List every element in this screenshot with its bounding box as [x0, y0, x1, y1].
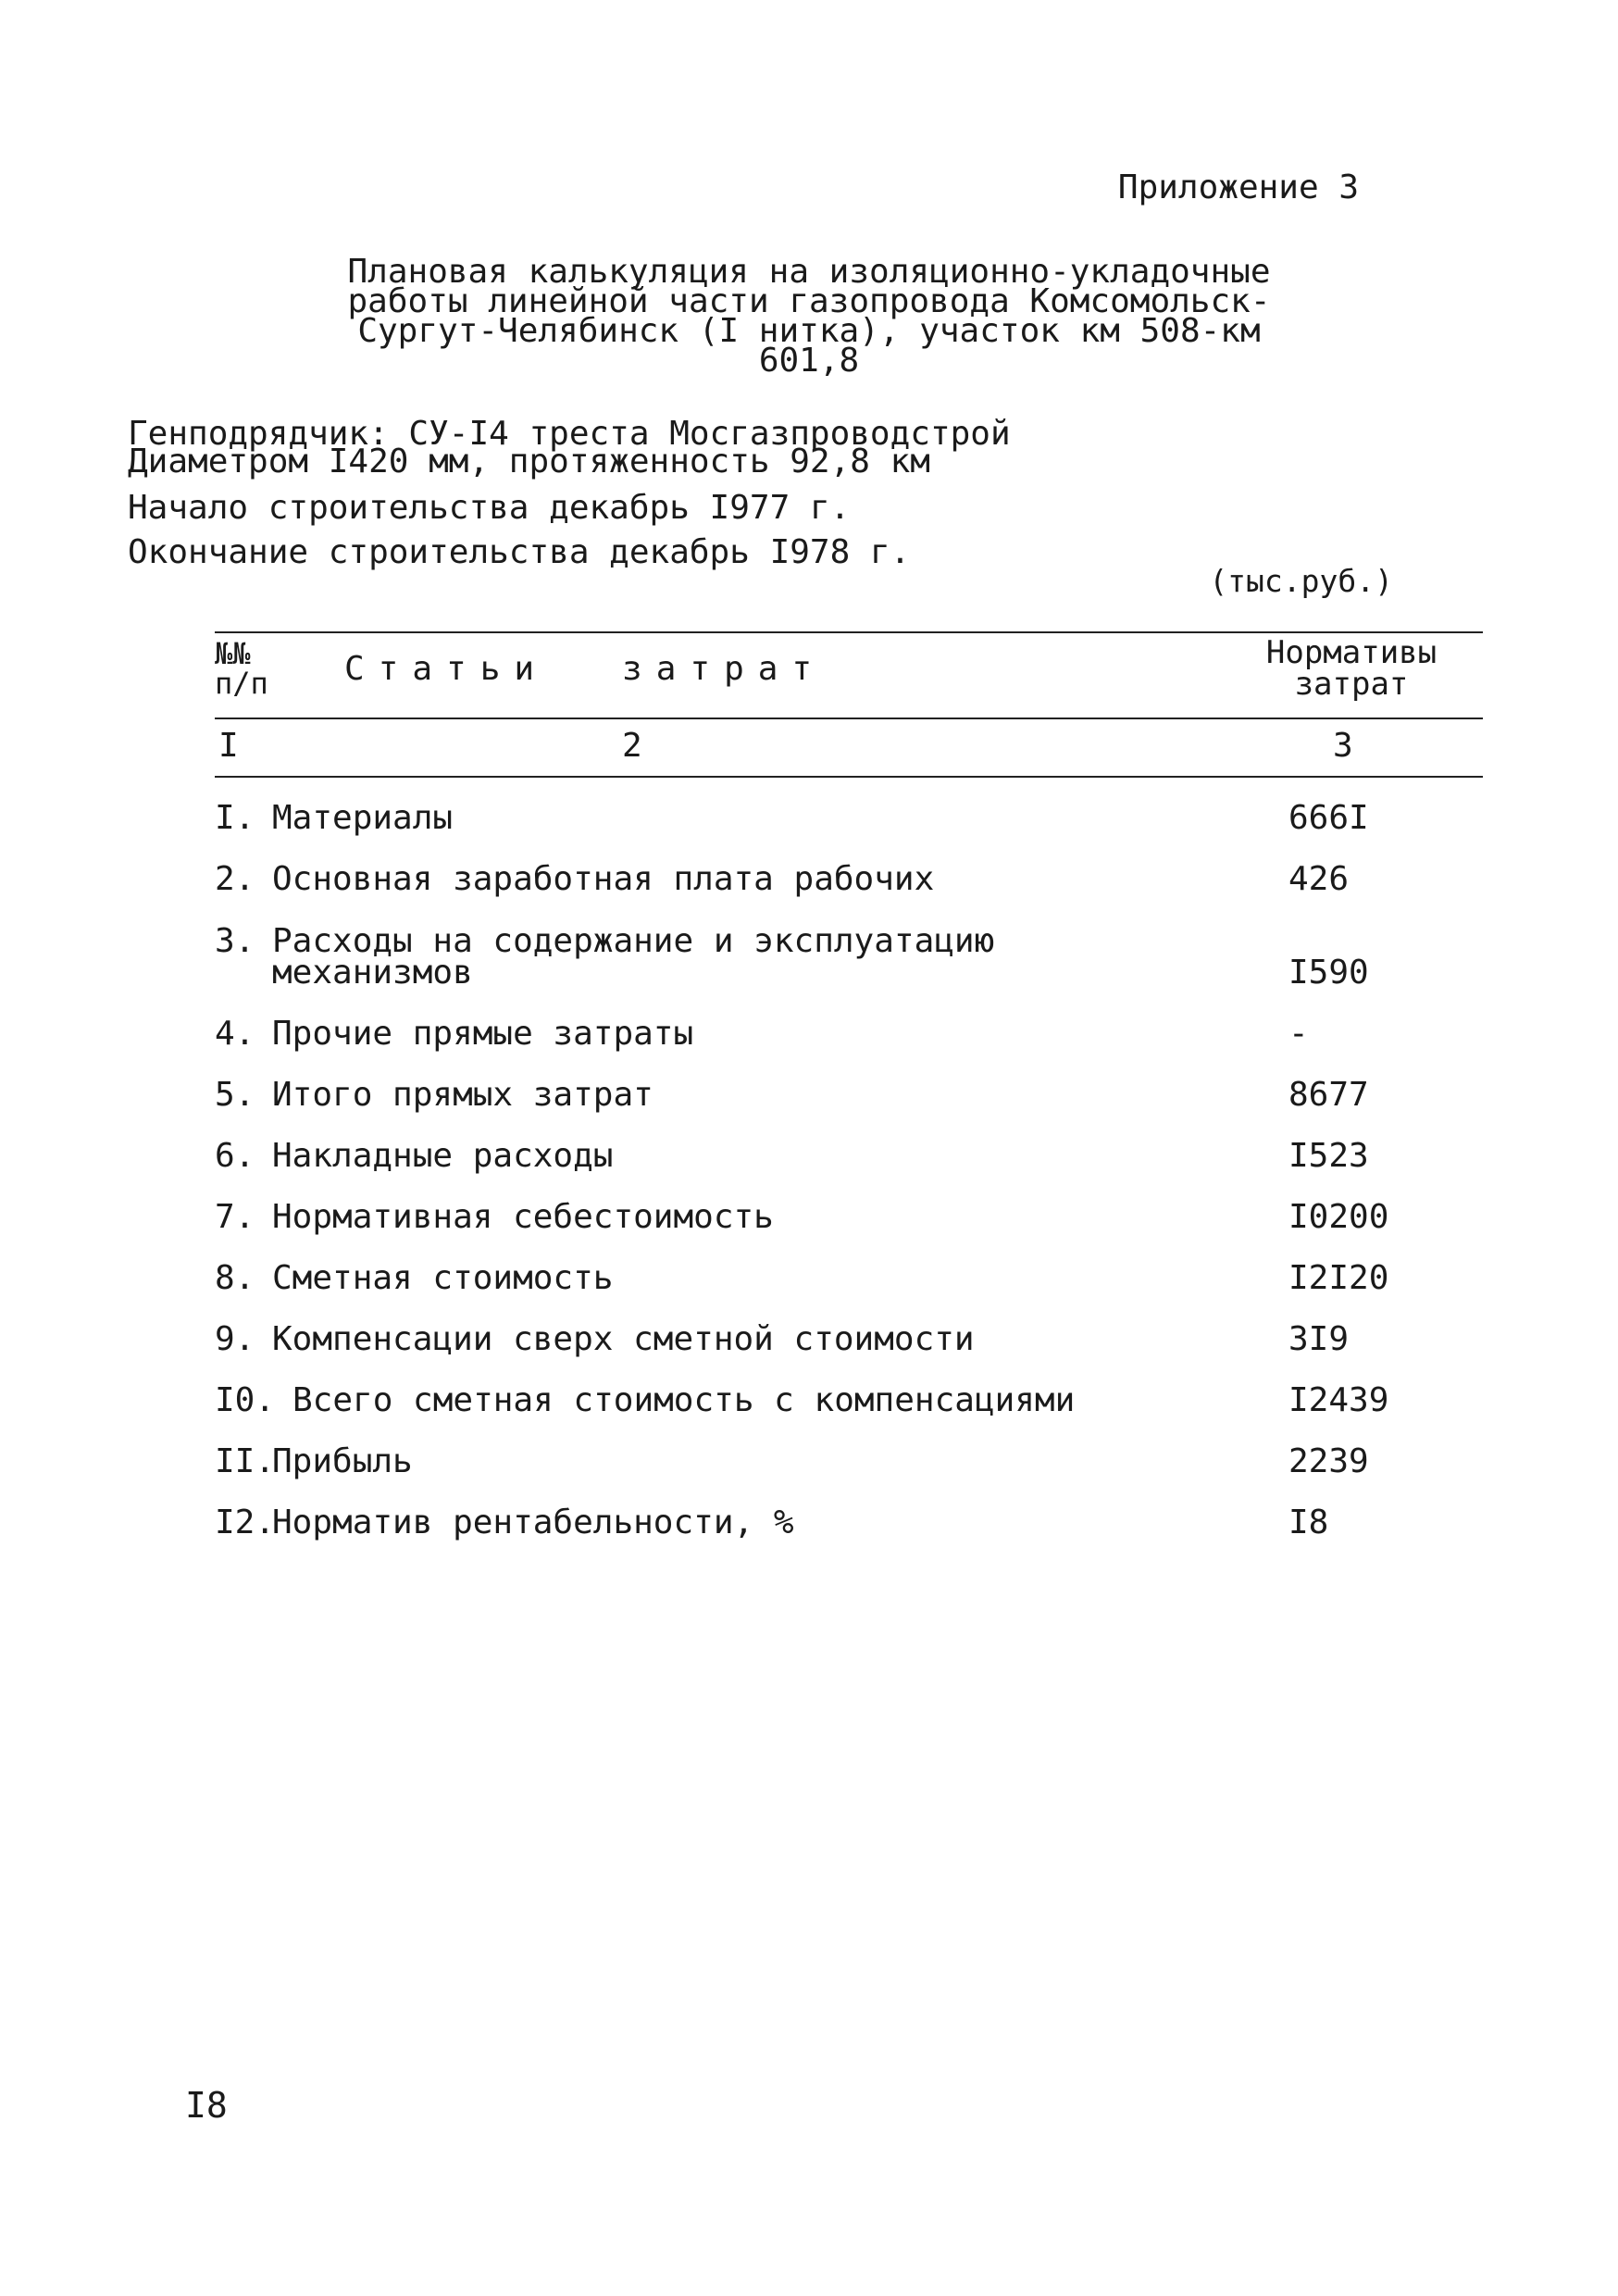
title-line: Плановая калькуляция на изоляционно-укладочные: [347, 253, 1271, 291]
header-divider-rule: [215, 718, 1483, 719]
header-row-number: №№ п/п: [215, 636, 268, 701]
construction-end: Окончание строительства декабрь I978 г.: [128, 533, 911, 571]
units-label: (тыс.руб.): [1209, 563, 1393, 599]
pipeline-diameter-length: Диаметром I420 мм, протяженность 92,8 км: [128, 443, 930, 480]
general-contractor: Генподрядчик: СУ-I4 треста Мосгазпроводстрой: [128, 415, 1011, 453]
appendix-label: Приложение 3: [1117, 168, 1359, 206]
title-line: работы линейной части газопровода Комсомольск-: [347, 282, 1271, 320]
header-cost-norms: Нормативы затрат: [1265, 634, 1438, 703]
column-number-1: I: [218, 727, 239, 765]
construction-start: Начало строительства декабрь I977 г.: [128, 489, 851, 527]
page-number: I8: [185, 2085, 228, 2126]
header-cost-items: Статьи затрат: [344, 650, 827, 688]
table-top-rule: [215, 631, 1483, 633]
column-number-rule: [215, 776, 1483, 778]
document-title: [0, 253, 1618, 380]
title-line: Сургут-Челябинск (I нитка), участок км 508-км: [357, 312, 1261, 350]
column-number-3: 3: [1333, 727, 1353, 765]
column-number-2: 2: [622, 727, 642, 765]
title-line: 601,8: [758, 342, 860, 380]
